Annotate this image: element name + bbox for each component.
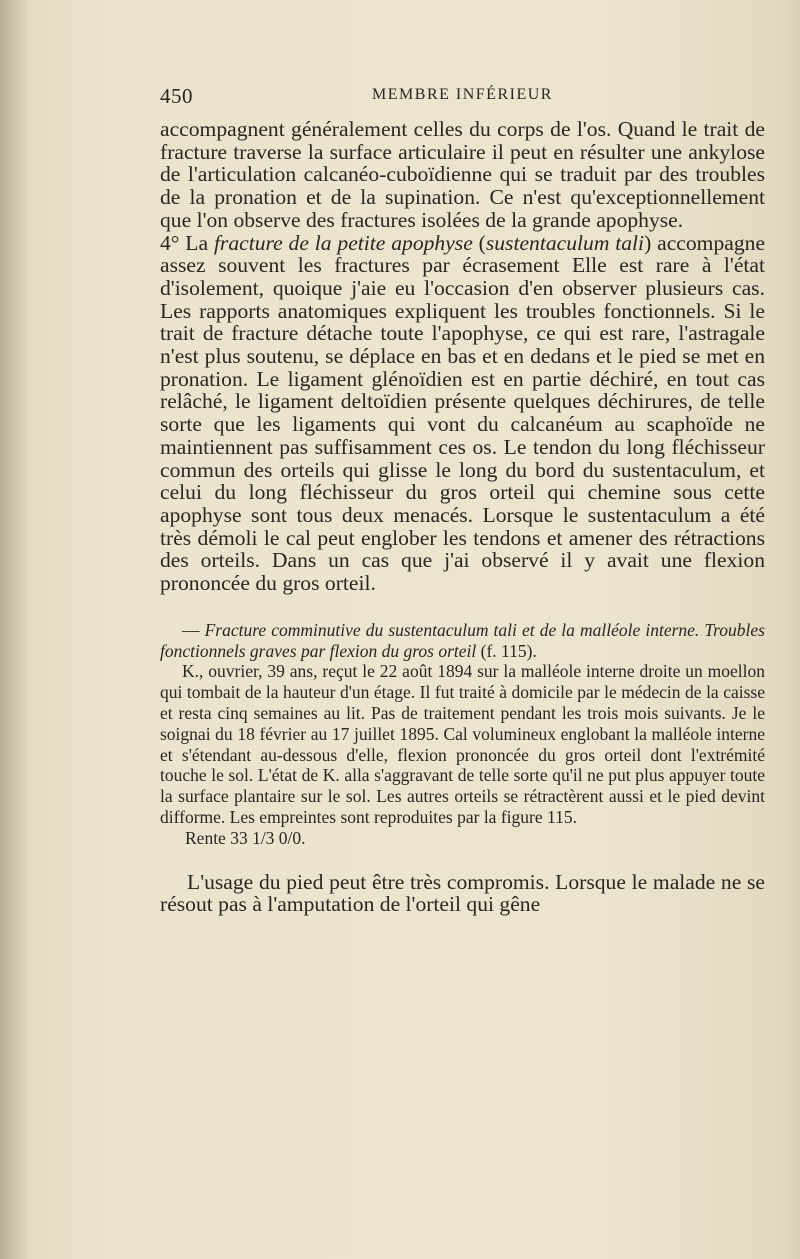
figure-reference: (f. 115).: [480, 640, 537, 661]
paragraph-continuation: accompagnent généralement celles du corps de l'os. Quand le trait de fracture traverse la surface articulaire il peut en résulter une ankylose de l'articulation calcanéo-cuboïdienne qui se traduit par des troubles de la pronation et de la supination. Ce n'est qu'exceptionnellement que l'on observe des fractures isolées de la grande apophyse.: [160, 117, 765, 232]
latin-term: sustentaculum tali: [485, 230, 645, 255]
section-number: 4°: [160, 230, 180, 255]
case-note: [160, 620, 765, 849]
paren-open: (: [478, 230, 486, 255]
closing-paragraph-wrap: [160, 871, 765, 916]
section-lead: La: [185, 230, 209, 255]
section-title: fracture de la petite apophyse: [213, 230, 473, 255]
paren-close: ): [644, 230, 652, 255]
paragraph-small-apophysis: [160, 232, 765, 595]
case-note-pension: Rente 33 1/3 0/0.: [185, 827, 306, 848]
paragraph-text: accompagne assez souvent les fractures par écrasement Elle est rare à l'état d'isolement, quoique j'aie eu l'occasion d'en observer plusieurs cas. Les rapports anatomiques expliquent les troubles fonctionnels. Si le trait de fracture détache toute l'apophyse, ce qui est rare, l'astragale n'est plus soutenu, se déplace en bas et en dedans et le pied se met en pronation. Le ligament glénoïdien est en partie déchiré, en tout cas relâché, le ligament deltoïdien présente quelques déchirures, de telle sorte que les ligaments qui vont du calcanéum au scaphoïde ne maintiennent pas suffisamment ces os. Le tendon du long fléchisseur commun des orteils qui glisse le long du bord du sustentaculum, et celui du long fléchisseur du gros orteil qui chemine sous cette apophyse sont tous deux menacés. Lorsque le sustentaculum a été très démoli le cal peut englober les tendons et amener des rétractions des orteils. Dans un cas que j'ai observé il y avait une flexion prononcée du gros orteil.: [160, 230, 766, 596]
page-header: [160, 84, 765, 112]
case-dash: —: [182, 619, 200, 640]
case-note-text: K., ouvrier, 39 ans, reçut le 22 août 1894 sur la malléole interne droite un moellon qui tombait de la hauteur d'un étage. Il fut traité à domicile par le médecin de la caisse et resta cinq semaines au lit. Pas de traitement pendant les trois mois suivants. Je le soignai du 18 février au 17 juillet 1895. Cal volumineux englobant la malléole interne et s'étendant au-dessous d'elle, flexion prononcée du gros orteil dont l'extrémité touche le sol. L'état de K. alla s'aggravant de telle sorte qu'il ne put plus appuyer toute la surface plantaire sur le sol. Les autres orteils se rétractèrent aussi et le pied devint difforme. Les empreintes sont reproduites par la figure 115.: [160, 661, 765, 827]
case-note-heading: [160, 620, 765, 662]
closing-paragraph: L'usage du pied peut être très compromis. Lorsque le malade ne se résout pas à l'amputation de l'orteil qui gêne: [160, 869, 765, 917]
running-head: MEMBRE INFÉRIEUR: [372, 86, 553, 103]
page-body: [160, 118, 765, 916]
page-binding-shadow: [0, 0, 28, 1259]
page-number: 450: [160, 84, 193, 108]
case-title: Fracture comminutive du sustentaculum tali et de la malléole interne. Troubles fonctionnels graves par flexion du gros orteil: [160, 619, 765, 661]
